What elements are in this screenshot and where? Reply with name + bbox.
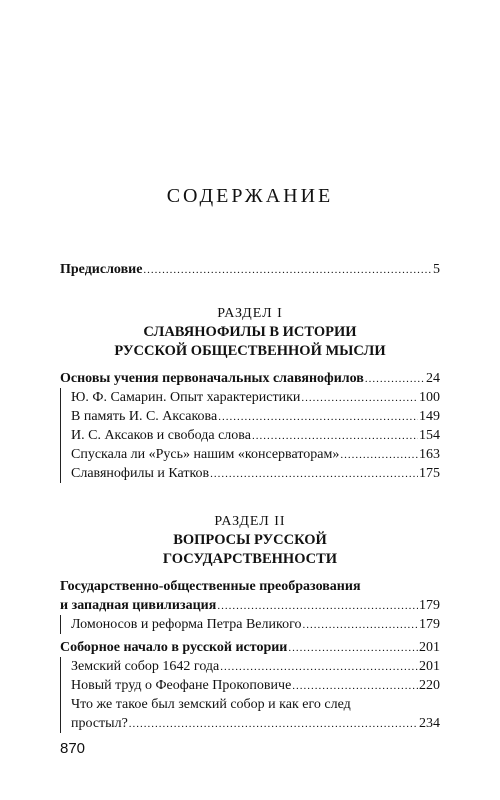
toc-entry-page: 100 [419,390,440,405]
dot-leader [217,601,418,612]
dot-leader [302,620,418,631]
toc-subentry[interactable] [61,388,440,407]
toc-subentry[interactable] [61,426,440,445]
toc-entry-page: 24 [426,371,440,386]
toc-entry-page: 220 [419,678,440,693]
toc-subentries [60,657,440,733]
toc-entry-label: И. С. Аксаков и свобода слова [71,428,251,443]
toc-entry-page: 163 [419,447,440,462]
section-number: РАЗДЕЛ II [214,514,286,529]
dot-leader [292,681,418,692]
toc-entry-page: 201 [419,640,440,655]
toc-entry-page: 179 [419,598,440,613]
toc-subentry[interactable] [61,615,440,634]
toc-entry-label: Предисловие [60,262,143,277]
toc-entry-page: 5 [433,262,440,277]
toc-entry-main[interactable] [60,369,440,388]
dot-leader [288,643,418,654]
dot-leader [365,374,425,385]
toc-entry-label: Основы учения первоначальных славянофилов [60,371,364,386]
toc-subentry[interactable] [61,676,440,695]
toc-subentries [60,615,440,634]
section-heading [60,513,440,569]
toc-entry-label: Что же такое был земский собор и как его след [71,697,351,712]
toc-subentry[interactable] [61,445,440,464]
page-title: СОДЕРЖАНИЕ [166,185,334,207]
toc-subentry[interactable] [61,657,440,676]
dot-leader [340,450,418,461]
dot-leader [129,719,418,730]
toc-entry-label: В память И. С. Аксакова [71,409,218,424]
toc-entry-main[interactable] [60,596,440,615]
toc-entry-label: Ю. Ф. Самарин. Опыт характеристики [71,390,301,405]
section-title: СЛАВЯНОФИЛЫ В ИСТОРИИ [143,324,357,340]
toc-entry-label: и западная цивилизация [60,598,217,613]
page-number: 870 [60,740,86,757]
toc-entry-label: простыл? [71,716,128,731]
toc-entry-preface[interactable] [60,260,440,279]
toc-entry-label: Славянофилы и Катков [71,466,210,481]
toc-entry-page: 175 [419,466,440,481]
toc-entry-page: 179 [419,617,440,632]
dot-leader [252,431,418,442]
toc-subentry[interactable] [61,714,440,733]
toc-entry-page: 234 [419,716,440,731]
toc-subentry[interactable] [61,407,440,426]
toc-entry-page: 154 [419,428,440,443]
section-title: РУССКОЙ ОБЩЕСТВЕННОЙ МЫСЛИ [114,343,386,359]
toc-entry-label: Ломоносов и реформа Петра Великого [71,617,302,632]
section-title: ВОПРОСЫ РУССКОЙ [173,532,327,548]
dot-leader [220,662,418,673]
toc-entry-main-line1[interactable] [60,577,440,596]
section-number: РАЗДЕЛ I [217,306,283,321]
toc-entry-label: Новый труд о Феофане Прокоповиче [71,678,292,693]
toc-entry-label: Спускала ли «Русь» нашим «консерваторам» [71,447,340,462]
table-of-contents [60,260,440,733]
dot-leader [218,412,418,423]
toc-entry-label: Государственно-общественные преобразования [60,579,361,594]
toc-subentries [60,388,440,483]
toc-entry-label: Соборное начало в русской истории [60,640,288,655]
dot-leader [210,469,418,480]
dot-leader [301,393,418,404]
toc-entry-page: 201 [419,659,440,674]
section-heading [60,305,440,361]
dot-leader [143,265,432,276]
section-title: ГОСУДАРСТВЕННОСТИ [162,551,338,567]
toc-entry-label: Земский собор 1642 года [71,659,220,674]
toc-entry-main[interactable] [60,638,440,657]
toc-subentry-line1[interactable] [61,695,440,714]
toc-entry-page: 149 [419,409,440,424]
toc-subentry[interactable] [61,464,440,483]
